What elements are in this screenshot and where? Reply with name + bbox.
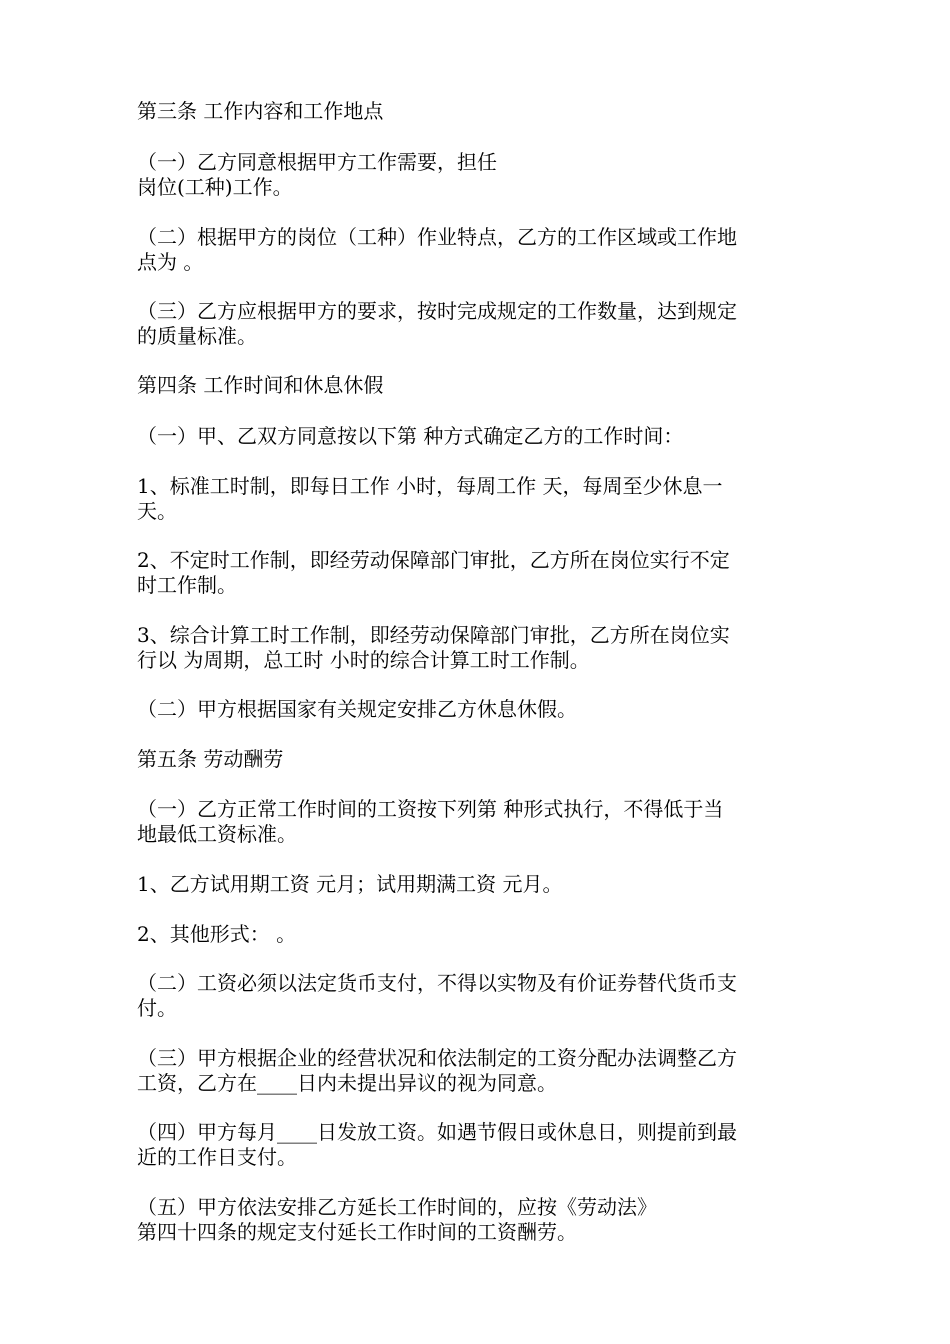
paragraph xyxy=(137,225,827,275)
paragraph xyxy=(137,697,827,722)
paragraph xyxy=(137,623,827,673)
article-3-heading xyxy=(137,99,827,124)
text-line: 2、其他形式： 。 xyxy=(137,922,297,946)
text-line: 第五条 劳动酬劳 xyxy=(137,747,284,771)
paragraph xyxy=(137,548,827,598)
text-line: 2、不定时工作制，即经劳动保障部门审批，乙方所在岗位实行不定 xyxy=(137,548,730,572)
text-line: 第四条 工作时间和休息休假 xyxy=(137,373,384,397)
paragraph xyxy=(137,299,827,349)
paragraph xyxy=(137,971,827,1021)
text-line: （二）工资必须以法定货币支付，不得以实物及有价证券替代货币支 xyxy=(137,971,737,995)
text-line: 天。 xyxy=(137,499,177,523)
text-line: 3、综合计算工时工作制，即经劳动保障部门审批，乙方所在岗位实 xyxy=(137,623,730,647)
text-line: 付。 xyxy=(137,996,177,1020)
paragraph xyxy=(137,474,827,524)
text-line: 时工作制。 xyxy=(137,573,237,597)
text-line: （五）甲方依法安排乙方延长工作时间的，应按《劳动法》 xyxy=(137,1195,657,1219)
text-line: 的质量标准。 xyxy=(137,324,257,348)
paragraph xyxy=(137,797,827,847)
text-line: 第四十四条的规定支付延长工作时间的工资酬劳。 xyxy=(137,1220,577,1244)
article-5-heading xyxy=(137,747,827,772)
text-line: 地最低工资标准。 xyxy=(137,822,297,846)
paragraph xyxy=(137,1120,827,1170)
text-line: 1、乙方试用期工资 元月；试用期满工资 元月。 xyxy=(137,872,563,896)
text-line: （三）乙方应根据甲方的要求，按时完成规定的工作数量，达到规定 xyxy=(137,299,737,323)
text-line: （二）甲方根据国家有关规定安排乙方休息休假。 xyxy=(137,697,577,721)
text-line: 第三条 工作内容和工作地点 xyxy=(137,99,384,123)
text-line: 行以 为周期，总工时 小时的综合计算工时工作制。 xyxy=(137,648,590,672)
text-line: （二）根据甲方的岗位（工种）作业特点，乙方的工作区域或工作地 xyxy=(137,225,737,249)
text-line: 工资，乙方在____日内未提出异议的视为同意。 xyxy=(137,1071,557,1095)
text-line: 点为 。 xyxy=(137,250,204,274)
text-line: 近的工作日支付。 xyxy=(137,1145,297,1169)
paragraph xyxy=(137,1046,827,1096)
paragraph xyxy=(137,1195,827,1245)
text-line: （一）乙方正常工作时间的工资按下列第 种形式执行，不得低于当 xyxy=(137,797,724,821)
paragraph xyxy=(137,424,827,449)
text-line: （三）甲方根据企业的经营状况和依法制定的工资分配办法调整乙方 xyxy=(137,1046,737,1070)
text-line: 1、标准工时制，即每日工作 小时，每周工作 天，每周至少休息一 xyxy=(137,474,723,498)
text-line: （一）甲、乙双方同意按以下第 种方式确定乙方的工作时间： xyxy=(137,424,684,448)
text-line: （四）甲方每月____日发放工资。如遇节假日或休息日，则提前到最 xyxy=(137,1120,737,1144)
paragraph xyxy=(137,922,827,947)
text-line: （一）乙方同意根据甲方工作需要，担任 xyxy=(137,150,497,174)
article-4-heading xyxy=(137,373,827,398)
text-line: 岗位(工种)工作。 xyxy=(137,175,293,199)
paragraph xyxy=(137,872,827,897)
paragraph xyxy=(137,150,827,200)
